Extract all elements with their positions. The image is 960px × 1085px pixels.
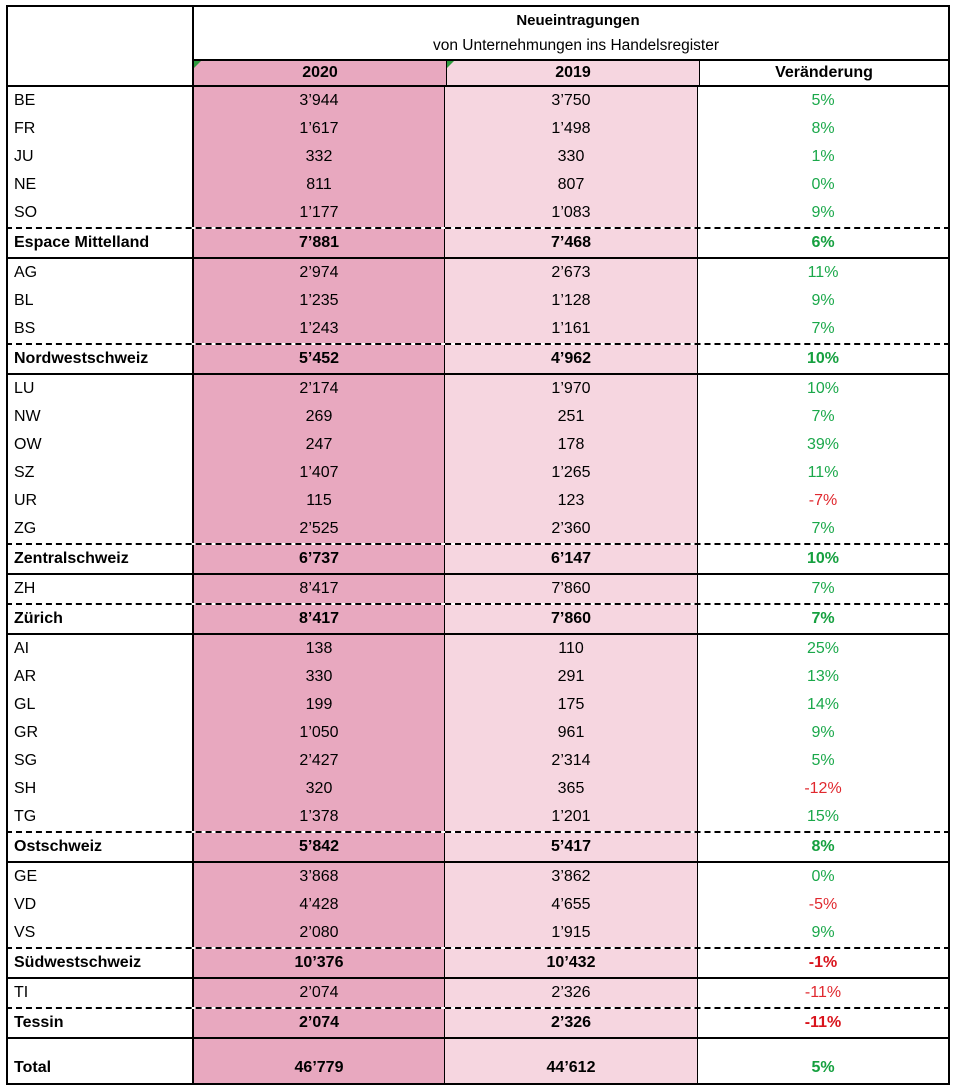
value-2020: 2’427: [192, 747, 444, 775]
change-value: 9%: [697, 719, 950, 747]
table-row: [6, 573, 950, 603]
column-header-2019: 2019: [446, 61, 699, 85]
value-2019: 178: [444, 431, 697, 459]
subtotal-row: [6, 603, 950, 633]
table-row: [6, 373, 950, 403]
value-2020: 7’881: [192, 229, 444, 257]
table-row: [6, 719, 950, 747]
value-2020: 1’235: [192, 287, 444, 315]
change-value: 7%: [697, 403, 950, 431]
row-label: ZH: [6, 575, 192, 603]
row-label: GL: [6, 691, 192, 719]
value-2019: 7’468: [444, 229, 697, 257]
value-2020: 46’779: [192, 1039, 444, 1083]
header-empty-corner: [6, 7, 192, 85]
change-value: 5%: [697, 747, 950, 775]
value-2020: 1’243: [192, 315, 444, 343]
value-2020: 3’868: [192, 863, 444, 891]
value-2019: 1’915: [444, 919, 697, 947]
value-2019: 3’750: [444, 87, 697, 115]
value-2020: 5’452: [192, 345, 444, 373]
value-2019: 110: [444, 635, 697, 663]
value-2019: 251: [444, 403, 697, 431]
change-value: 15%: [697, 803, 950, 831]
value-2020: 332: [192, 143, 444, 171]
value-2019: 2’326: [444, 979, 697, 1007]
change-value: 1%: [697, 143, 950, 171]
row-label: JU: [6, 143, 192, 171]
change-value: 5%: [697, 1039, 950, 1083]
value-2019: 807: [444, 171, 697, 199]
change-value: 0%: [697, 863, 950, 891]
row-label: Zürich: [6, 605, 192, 633]
row-label: Südwestschweiz: [6, 949, 192, 977]
table-title: [194, 7, 948, 59]
value-2019: 6’147: [444, 545, 697, 573]
change-value: -12%: [697, 775, 950, 803]
table-row: [6, 663, 950, 691]
row-label: VD: [6, 891, 192, 919]
value-2019: 44’612: [444, 1039, 697, 1083]
table-row: [6, 977, 950, 1007]
value-2019: 175: [444, 691, 697, 719]
change-value: 10%: [697, 345, 950, 373]
column-headers: [194, 59, 948, 85]
table-row: [6, 287, 950, 315]
value-2019: 5’417: [444, 833, 697, 861]
change-value: 39%: [697, 431, 950, 459]
row-label: AR: [6, 663, 192, 691]
table-header: [6, 5, 950, 85]
value-2020: 2’974: [192, 259, 444, 287]
value-2020: 1’050: [192, 719, 444, 747]
change-value: 7%: [697, 605, 950, 633]
value-2019: 10’432: [444, 949, 697, 977]
change-value: 9%: [697, 919, 950, 947]
value-2020: 1’617: [192, 115, 444, 143]
row-label: SG: [6, 747, 192, 775]
table-row: [6, 199, 950, 227]
row-label: GE: [6, 863, 192, 891]
row-label: GR: [6, 719, 192, 747]
row-label: TI: [6, 979, 192, 1007]
change-value: 8%: [697, 833, 950, 861]
value-2020: 1’378: [192, 803, 444, 831]
table-row: [6, 633, 950, 663]
value-2020: 115: [192, 487, 444, 515]
cell-marker-icon: [194, 61, 201, 68]
registrations-table: [6, 5, 950, 1085]
table-row: [6, 315, 950, 343]
table-row: [6, 803, 950, 831]
value-2020: 247: [192, 431, 444, 459]
change-value: 7%: [697, 515, 950, 543]
change-value: 13%: [697, 663, 950, 691]
change-value: -1%: [697, 949, 950, 977]
change-value: 11%: [697, 259, 950, 287]
value-2019: 1’201: [444, 803, 697, 831]
change-value: 14%: [697, 691, 950, 719]
value-2020: 269: [192, 403, 444, 431]
value-2020: 320: [192, 775, 444, 803]
table-row: [6, 431, 950, 459]
value-2020: 199: [192, 691, 444, 719]
row-label: Zentralschweiz: [6, 545, 192, 573]
header-right: [192, 7, 950, 85]
value-2020: 1’407: [192, 459, 444, 487]
value-2020: 2’174: [192, 375, 444, 403]
value-2019: 7’860: [444, 575, 697, 603]
value-2019: 961: [444, 719, 697, 747]
table-row: [6, 775, 950, 803]
row-label: FR: [6, 115, 192, 143]
change-value: -7%: [697, 487, 950, 515]
value-2019: 1’161: [444, 315, 697, 343]
row-label: Ostschweiz: [6, 833, 192, 861]
subtotal-row: [6, 831, 950, 861]
value-2019: 1’970: [444, 375, 697, 403]
change-value: 6%: [697, 229, 950, 257]
value-2019: 2’314: [444, 747, 697, 775]
table-row: [6, 143, 950, 171]
title-line-1: Neueintragungen: [516, 11, 640, 29]
value-2019: 291: [444, 663, 697, 691]
value-2019: 1’498: [444, 115, 697, 143]
change-value: 10%: [697, 375, 950, 403]
row-label: AI: [6, 635, 192, 663]
table-row: [6, 691, 950, 719]
change-value: -11%: [697, 979, 950, 1007]
table-row: [6, 891, 950, 919]
table-row: [6, 515, 950, 543]
change-value: -11%: [697, 1009, 950, 1037]
title-line-2: von Unternehmungen ins Handelsregister: [432, 36, 720, 54]
value-2019: 3’862: [444, 863, 697, 891]
change-value: 9%: [697, 287, 950, 315]
subtotal-row: [6, 1007, 950, 1037]
subtotal-row: [6, 947, 950, 977]
table-row: [6, 115, 950, 143]
row-label: NW: [6, 403, 192, 431]
row-label: BE: [6, 87, 192, 115]
row-label: SH: [6, 775, 192, 803]
value-2020: 138: [192, 635, 444, 663]
value-2019: 330: [444, 143, 697, 171]
subtotal-row: [6, 543, 950, 573]
table-row: [6, 487, 950, 515]
value-2019: 2’673: [444, 259, 697, 287]
row-label: UR: [6, 487, 192, 515]
row-label: Total: [6, 1039, 192, 1083]
column-header-change: Veränderung: [699, 61, 948, 85]
change-value: 11%: [697, 459, 950, 487]
table-row: [6, 257, 950, 287]
value-2020: 3’944: [192, 87, 444, 115]
value-2019: 365: [444, 775, 697, 803]
value-2020: 5’842: [192, 833, 444, 861]
column-header-2020: 2020: [194, 61, 446, 85]
value-2020: 8’417: [192, 575, 444, 603]
table-body: [6, 87, 950, 1083]
change-value: 7%: [697, 575, 950, 603]
value-2020: 4’428: [192, 891, 444, 919]
row-label: OW: [6, 431, 192, 459]
table-row: [6, 919, 950, 947]
value-2019: 123: [444, 487, 697, 515]
row-label: BL: [6, 287, 192, 315]
row-label: LU: [6, 375, 192, 403]
value-2019: 4’962: [444, 345, 697, 373]
value-2019: 7’860: [444, 605, 697, 633]
change-value: 7%: [697, 315, 950, 343]
table-row: [6, 747, 950, 775]
value-2020: 2’074: [192, 1009, 444, 1037]
value-2019: 2’360: [444, 515, 697, 543]
table-row: [6, 861, 950, 891]
change-value: 9%: [697, 199, 950, 227]
value-2020: 330: [192, 663, 444, 691]
cell-marker-icon: [447, 61, 454, 68]
row-label: Espace Mittelland: [6, 229, 192, 257]
value-2019: 1’128: [444, 287, 697, 315]
value-2020: 10’376: [192, 949, 444, 977]
row-label: SZ: [6, 459, 192, 487]
change-value: 25%: [697, 635, 950, 663]
value-2019: 4’655: [444, 891, 697, 919]
row-label: VS: [6, 919, 192, 947]
row-label: SO: [6, 199, 192, 227]
subtotal-row: [6, 227, 950, 257]
value-2020: 2’080: [192, 919, 444, 947]
subtotal-row: [6, 343, 950, 373]
change-value: 10%: [697, 545, 950, 573]
table-row: [6, 171, 950, 199]
value-2020: 1’177: [192, 199, 444, 227]
row-label: NE: [6, 171, 192, 199]
change-value: 8%: [697, 115, 950, 143]
row-label: Nordwestschweiz: [6, 345, 192, 373]
change-value: -5%: [697, 891, 950, 919]
change-value: 5%: [697, 87, 950, 115]
row-label: ZG: [6, 515, 192, 543]
row-label: TG: [6, 803, 192, 831]
table-row: [6, 459, 950, 487]
total-row: [6, 1037, 950, 1083]
table-row: [6, 403, 950, 431]
row-label: AG: [6, 259, 192, 287]
row-label: BS: [6, 315, 192, 343]
table-row: [6, 87, 950, 115]
value-2019: 1’083: [444, 199, 697, 227]
value-2020: 6’737: [192, 545, 444, 573]
value-2020: 2’074: [192, 979, 444, 1007]
value-2019: 1’265: [444, 459, 697, 487]
value-2019: 2’326: [444, 1009, 697, 1037]
change-value: 0%: [697, 171, 950, 199]
row-label: Tessin: [6, 1009, 192, 1037]
value-2020: 2’525: [192, 515, 444, 543]
value-2020: 8’417: [192, 605, 444, 633]
value-2020: 811: [192, 171, 444, 199]
